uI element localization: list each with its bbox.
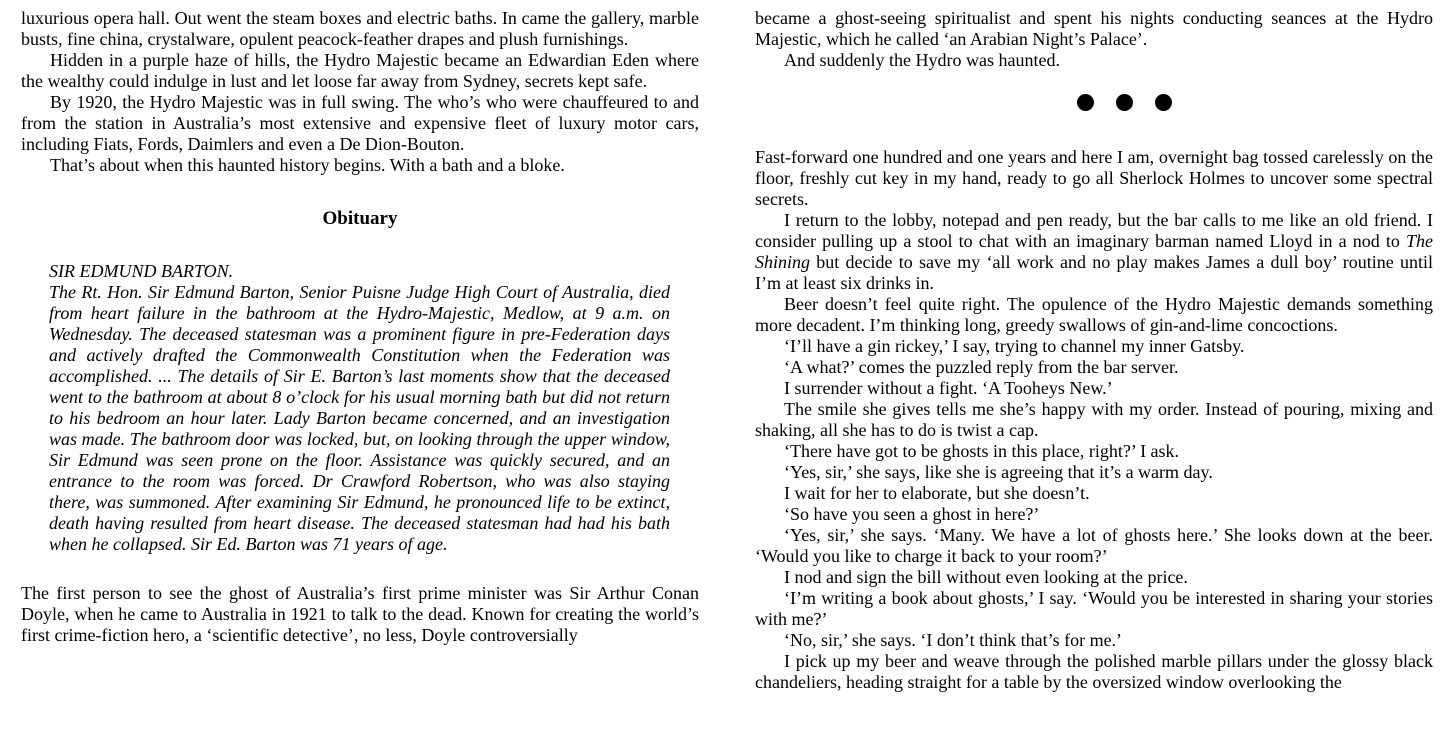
dialogue-line: ‘A what?’ comes the puzzled reply from the bar server. <box>784 357 1179 377</box>
obituary-heading: Obituary <box>322 208 398 229</box>
obituary-text: The Rt. Hon. Sir Edmund Barton, Senior Puisne Judge High Court of Australia, died from heart failure in the bathroom at the Hydro-Majestic, Medlow, at 9 a.m. on Wednesday. The deceased statesman was a prominent figure in pre-Federation days and actively drafted the Commonwealth Constitution when the Federation was accomplished. ... The details of Sir E. Barton’s last moments show that the deceased went to the bathroom at about 8 o’clock for his usual morning bath but did not return to his bedroom an hour later. Lady Barton became concerned, and an investigation was made. The bathroom door was locked, but, on looking through the upper window, Sir Edmund was seen prone on the floor. Assistance was quickly secured, and an entrance to the room was forced. Dr Crawford Robertson, who was also staying there, was summoned. After examining Sir Edmund, he pronounced life to be extinct, death having resulted from heart disease. The deceased statesman had had his bath when he collapsed. Sir Ed. Barton was 71 years of age. <box>49 282 670 554</box>
obituary-name: SIR EDMUND BARTON. <box>49 261 234 281</box>
dialogue-line: ‘I’ll have a gin rickey,’ I say, trying to channel my inner Gatsby. <box>784 336 1245 356</box>
book-title: The Shining <box>755 231 1433 272</box>
dialogue-line: ‘I’m writing a book about ghosts,’ I say. ‘Would you be interested in sharing your stories with me?’ <box>755 588 1433 629</box>
dialogue-line: I surrender without a fight. ‘A Tooheys New.’ <box>784 378 1113 398</box>
body-paragraph: By 1920, the Hydro Majestic was in full swing. The who’s who were chauffeured to and from the station in Australia’s most extensive and expensive fleet of luxury motor cars, including Fiats, Fords, Daimlers and even a De Dion-Bouton. <box>21 92 699 154</box>
left-page <box>21 8 699 734</box>
obituary-block <box>49 261 670 555</box>
body-paragraph: Beer doesn’t feel quite right. The opulence of the Hydro Majestic demands something more decadent. I’m thinking long, greedy swallows of gin-and-lime concoctions. <box>755 294 1433 335</box>
text-run: I return to the lobby, notepad and pen ready, but the bar calls to me like an old friend. I consider pulling up a stool to chat with an imaginary barman named Lloyd in a nod to <box>755 210 1433 251</box>
dialogue-line: ‘So have you seen a ghost in here?’ <box>784 504 1040 524</box>
right-page <box>755 8 1433 734</box>
body-paragraph: The first person to see the ghost of Australia’s first prime minister was Sir Arthur Conan Doyle, when he came to Australia in 1921 to talk to the dead. Known for creating the world’s first crime-fiction hero, a ‘scientific detective’, no less, Doyle controversially <box>21 583 699 645</box>
scene-break-dot <box>1116 94 1133 111</box>
body-paragraph: became a ghost-seeing spiritualist and spent his nights conducting seances at the Hydro Majestic, which he called ‘an Arabian Night’s Palace’. <box>755 8 1433 49</box>
scene-break-dot <box>1155 94 1172 111</box>
body-paragraph: Hidden in a purple haze of hills, the Hydro Majestic became an Edwardian Eden where the wealthy could indulge in lust and let loose far away from Sydney, secrets kept safe. <box>21 50 699 91</box>
body-paragraph: I pick up my beer and weave through the polished marble pillars under the glossy black chandeliers, heading straight for a table by the oversized window overlooking the <box>755 651 1433 692</box>
body-paragraph: The smile she gives tells me she’s happy with my order. Instead of pouring, mixing and shaking, all she has to do is twist a cap. <box>755 399 1433 440</box>
dialogue-line: ‘Yes, sir,’ she says. ‘Many. We have a lot of ghosts here.’ She looks down at the beer. ‘Would you like to charge it back to your room?’ <box>755 525 1433 566</box>
body-paragraph: And suddenly the Hydro was haunted. <box>784 50 1060 70</box>
body-paragraph: That’s about when this haunted history begins. With a bath and a bloke. <box>50 155 565 175</box>
dialogue-line: ‘Yes, sir,’ she says, like she is agreeing that it’s a warm day. <box>784 462 1213 482</box>
dialogue-line: I nod and sign the bill without even looking at the price. <box>784 567 1188 587</box>
dialogue-line: ‘No, sir,’ she says. ‘I don’t think that’s for me.’ <box>784 630 1123 650</box>
dialogue-line: I wait for her to elaborate, but she doesn’t. <box>784 483 1090 503</box>
scene-break <box>755 93 1433 111</box>
dialogue-line: ‘There have got to be ghosts in this place, right?’ I ask. <box>784 441 1180 461</box>
body-paragraph: Fast-forward one hundred and one years and here I am, overnight bag tossed carelessly on the floor, freshly cut key in my hand, ready to go all Sherlock Holmes to uncover some spectral secrets. <box>755 147 1433 209</box>
text-run: but decide to save my ‘all work and no play makes James a dull boy’ routine until I’m at least six drinks in. <box>755 252 1433 293</box>
body-paragraph: luxurious opera hall. Out went the steam boxes and electric baths. In came the gallery, marble busts, fine china, crystalware, opulent peacock-feather drapes and plush furnishings. <box>21 8 699 49</box>
scene-break-dot <box>1077 94 1094 111</box>
body-paragraph <box>755 210 1433 294</box>
